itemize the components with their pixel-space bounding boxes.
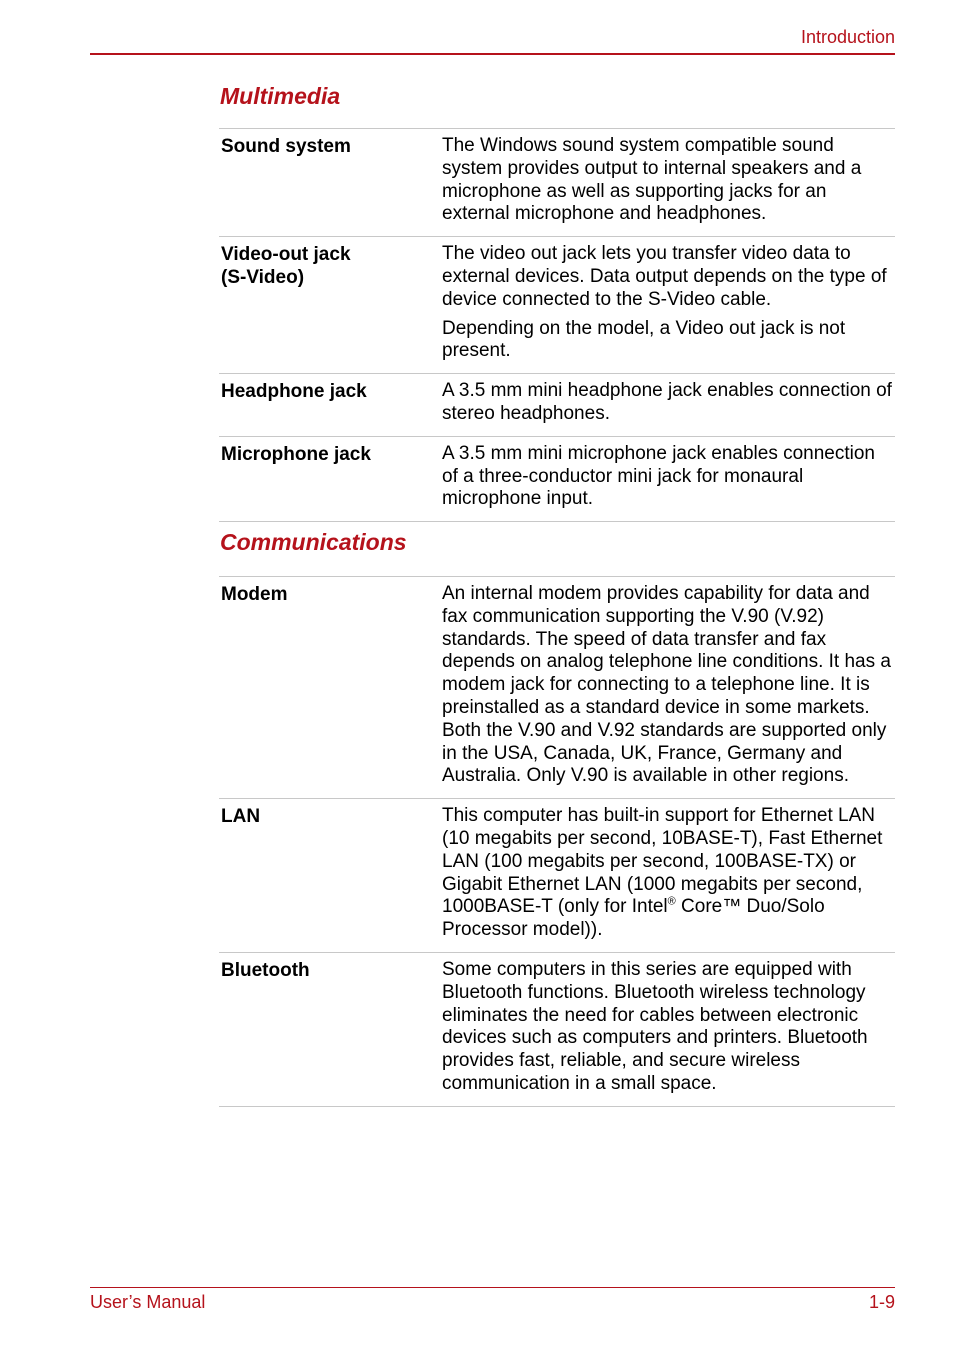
multimedia-heading: Multimedia: [220, 83, 341, 109]
description-paragraph: [442, 805, 895, 942]
chapter-title: Introduction: [800, 27, 895, 47]
row-label: Bluetooth: [221, 959, 310, 981]
row-description: [442, 243, 895, 363]
table-row: [219, 798, 895, 952]
table-row: [219, 373, 895, 436]
registered-mark: ®: [667, 896, 676, 909]
row-description: [442, 959, 895, 1096]
row-label: Microphone jack: [221, 443, 371, 465]
table-row: [219, 436, 895, 522]
communications-heading: Communications: [220, 529, 407, 555]
table-row: [219, 952, 895, 1107]
footer-divider: [90, 1287, 895, 1288]
row-description: [442, 583, 895, 788]
row-description: [442, 443, 895, 511]
row-label: Headphone jack: [221, 381, 367, 403]
description-paragraph: The Windows sound system compatible sound system provides output to internal speakers and a microphone as well as supporting jacks for an external microphone and headphones.: [442, 135, 862, 225]
page-number: 1-9: [868, 1292, 895, 1312]
multimedia-table: [219, 128, 895, 522]
row-label: LAN: [221, 806, 261, 828]
table-row: [219, 576, 895, 798]
lan-description-text: This computer has built-in support for Ethernet LAN (10 megabits per second, 10BASE-T), Fast Ethernet LAN (100 megabits per second, 100BASE-TX) or Gigabit Ethernet LAN (1000 megabits per second, 1000BASE-T (only for Intel: [442, 805, 883, 918]
row-label: Video-out jack (S-Video): [221, 244, 351, 289]
lan-description-tail: Core™ Duo/Solo Processor model)).: [442, 896, 825, 941]
table-row: [219, 128, 895, 236]
row-label: Sound system: [221, 136, 351, 157]
description-paragraph: Some computers in this series are equipped with Bluetooth functions. Bluetooth wireless technology eliminates the need for cables between electronic devices such as computers and printers. Bluetooth provides fast, reliable, and secure wireless communication in a small space.: [442, 958, 868, 1094]
header-divider: [90, 53, 895, 55]
row-description: [442, 805, 895, 942]
row-description: [442, 135, 895, 226]
description-paragraph: Depending on the model, a Video out jack is not present.: [442, 317, 846, 362]
manual-title: User’s Manual: [90, 1292, 206, 1312]
description-paragraph: A 3.5 mm mini headphone jack enables connection of stereo headphones.: [442, 380, 892, 424]
description-paragraph: An internal modem provides capability for data and fax communication supporting the V.90 (V.92) standards. The speed of data transfer and fax depends on analog telephone line conditions. It has a modem jack for connecting to a telephone line. It is preinstalled as a standard device in some markets. Both the V.90 and V.92 standards are supported only in the USA, Canada, UK, France, Germany and Australia. Only V.90 is available in other regions.: [442, 583, 891, 787]
table-row: [219, 236, 895, 373]
row-description: [442, 380, 895, 426]
description-paragraph: The video out jack lets you transfer video data to external devices. Data output depends on the type of device connected to the S-Video cable.: [442, 243, 887, 310]
row-label: Modem: [221, 584, 288, 605]
communications-table: [219, 576, 895, 1107]
description-paragraph: A 3.5 mm mini microphone jack enables connection of a three-conductor mini jack for monaural microphone input.: [442, 442, 876, 510]
